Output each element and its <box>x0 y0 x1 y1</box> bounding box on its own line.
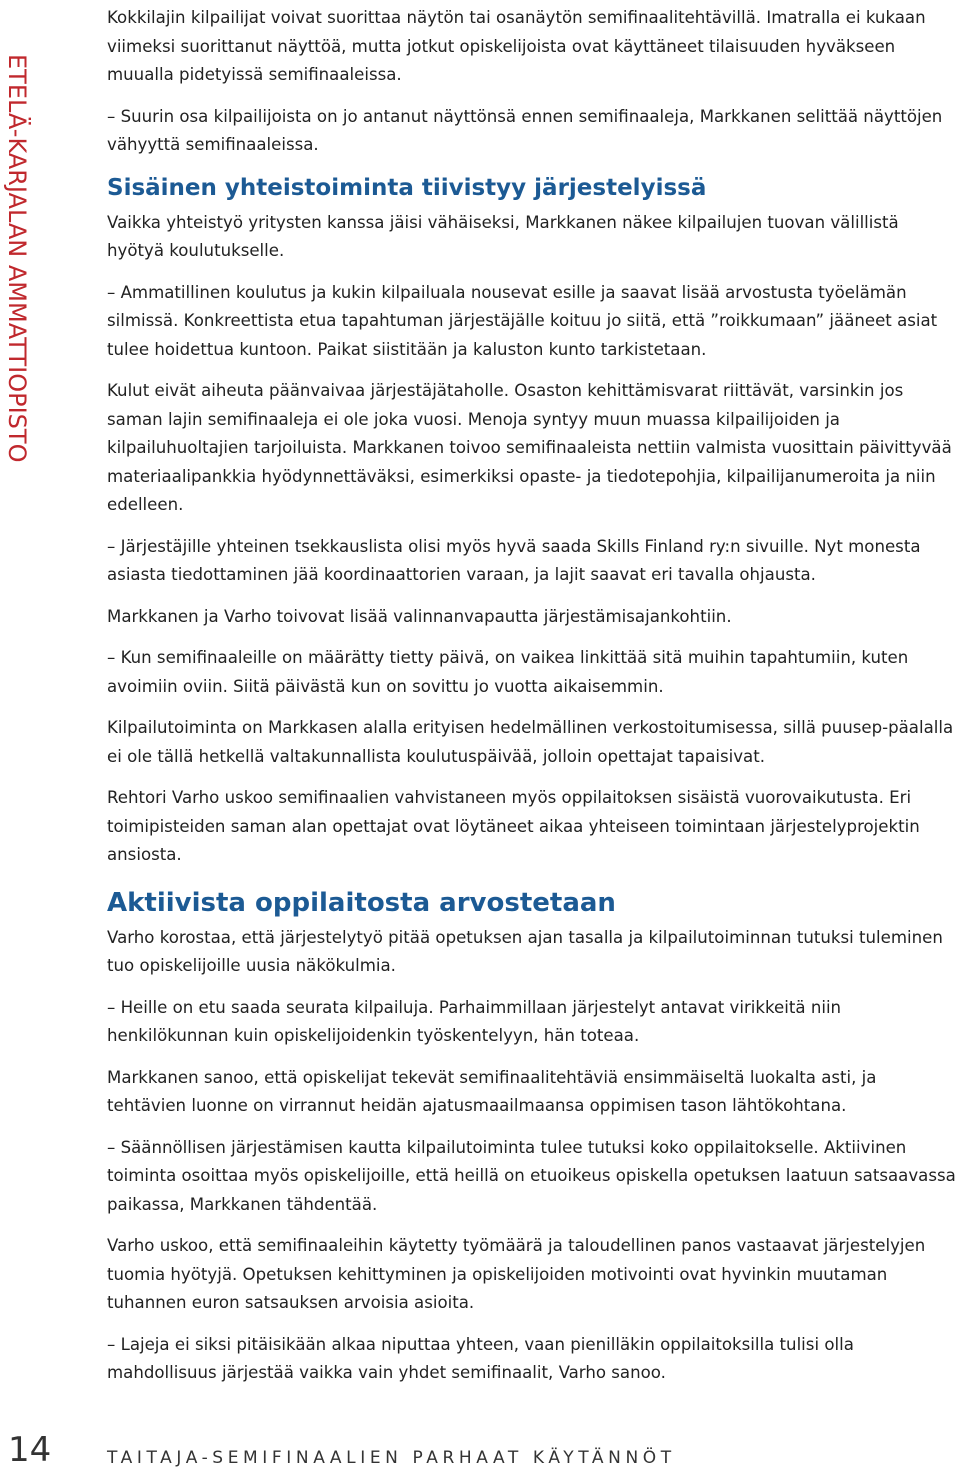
paragraph: – Lajeja ei siksi pitäisikään alkaa niputtaa yhteen, vaan pienilläkin oppilaitoksilla tulisi olla mahdollisuus järjestää vaikka vain yhdet semifinaalit, Varho sanoo. <box>107 1334 854 1382</box>
paragraph: Markkanen ja Varho toivovat lisää valinnanvapautta järjestämisajankohtiin. <box>107 606 732 626</box>
paragraph: Kilpailutoiminta on Markkasen alalla erityisen hedelmällinen verkostoitumisessa, sillä puusep-päalalla ei ole tällä hetkellä valtakunnallista koulutuspäivää, jolloin opettajat tapaisivat. <box>107 718 954 766</box>
paragraph: Kulut eivät aiheuta päänvaivaa järjestäjätaholle. Osaston kehittämisvarat riittävät, varsinkin jos saman lajin semifinaaleja ei ole joka vuosi. Menoja syntyy muun muassa kilpailijoiden ja kilpailuhuoltajien tarjoiluista. Markkanen toivoo semifinaaleista nettiin valmista vuosittain päivittyvää materiaalipankkia hyödynnettäväksi, esimerkiksi opaste- ja tiedotepohjia, kilpailijanumeroita ja niin edelleen. <box>107 381 952 514</box>
section-heading: Sisäinen yhteistoiminta tiivistyy järjestelyissä <box>107 174 707 201</box>
paragraph: Markkanen sanoo, että opiskelijat tekevät semifinaalitehtäviä ensimmäiseltä luokalta asti, ja tehtävien luonne on virrannut heidän ajatusmaailmaansa oppimisen tason lähtökohtana. <box>107 1067 877 1115</box>
paragraph: – Suurin osa kilpailijoista on jo antanut näyttönsä ennen semifinaaleja, Markkanen selittää näyttöjen vähyyttä semifinaaleissa. <box>107 106 943 154</box>
paragraph: – Ammatillinen koulutus ja kukin kilpailuala nousevat esille ja saavat lisää arvostusta työelämän silmissä. Konkreettista etua tapahtuman järjestäjälle koituu jo siitä, että ”roikkumaan” jääneet asiat tulee hoidettua kuntoon. Paikat siistitään ja kaluston kunto tarkistetaan. <box>107 282 938 359</box>
paragraph: – Heille on etu saada seurata kilpailuja. Parhaimmillaan järjestelyt antavat virikkeitä niin henkilökunnan kuin opiskelijoidenkin työskentelyyn, hän toteaa. <box>107 997 842 1045</box>
paragraph: Rehtori Varho uskoo semifinaalien vahvistaneen myös oppilaitoksen sisäistä vuorovaikutusta. Eri toimipisteiden saman alan opettajat ovat löytäneet aikaa yhteiseen toimintaan järjestelyprojektin ansiosta. <box>107 788 920 864</box>
side-title <box>2 8 32 508</box>
section-heading: Aktiivista oppilaitosta arvostetaan <box>107 887 616 918</box>
article-body <box>107 4 957 1401</box>
paragraph: – Säännöllisen järjestämisen kautta kilpailutoiminta tulee tutuksi koko oppilaitokselle. Aktiivinen toiminta osoittaa myös opiskelijoille, että heillä on etuoikeus opiskella opetuksen laatuun satsaavassa paikassa, Markkanen tähdentää. <box>107 1137 956 1214</box>
paragraph: Vaikka yhteistyö yritysten kanssa jäisi vähäiseksi, Markkanen näkee kilpailujen tuovan välillistä hyötyä koulutukselle. <box>107 212 899 260</box>
side-title-text: ETELÄ-KARJALAN AMMATTIOPISTO <box>3 53 31 463</box>
publication-title: TAITAJA-SEMIFINAALIEN PARHAAT KÄYTÄNNÖT <box>107 1448 676 1468</box>
page-number: 14 <box>8 1430 52 1470</box>
paragraph: – Järjestäjille yhteinen tsekkauslista olisi myös hyvä saada Skills Finland ry:n sivuille. Nyt monesta asiasta tiedottaminen jää koordinaattorien varaan, ja lajit saavat eri tavalla ohjausta. <box>107 536 921 584</box>
paragraph: Kokkilajin kilpailijat voivat suorittaa näytön tai osanäytön semifinaalitehtävillä. Imatralla ei kukaan viimeksi suorittanut näyttöä, mutta jotkut opiskelijoista ovat käyttäneet tilaisuuden hyväkseen muualla pidetyissä semifinaaleissa. <box>107 8 926 84</box>
page-footer <box>0 1430 960 1468</box>
paragraph: Varho korostaa, että järjestelytyö pitää opetuksen ajan tasalla ja kilpailutoiminnan tutuksi tuleminen tuo opiskelijoille uusia näkökulmia. <box>107 927 943 975</box>
paragraph: Varho uskoo, että semifinaaleihin käytetty työmäärä ja taloudellinen panos vastaavat järjestelyjen tuomia hyötyjä. Opetuksen kehittyminen ja opiskelijoiden motivointi ovat hyvinkin muutaman tuhannen euron satsauksen arvoisia asioita. <box>107 1236 926 1312</box>
paragraph: – Kun semifinaaleille on määrätty tietty päivä, on vaikea linkittää sitä muihin tapahtumiin, kuten avoimiin oviin. Siitä päivästä kun on sovittu jo vuotta aikaisemmin. <box>107 648 909 696</box>
